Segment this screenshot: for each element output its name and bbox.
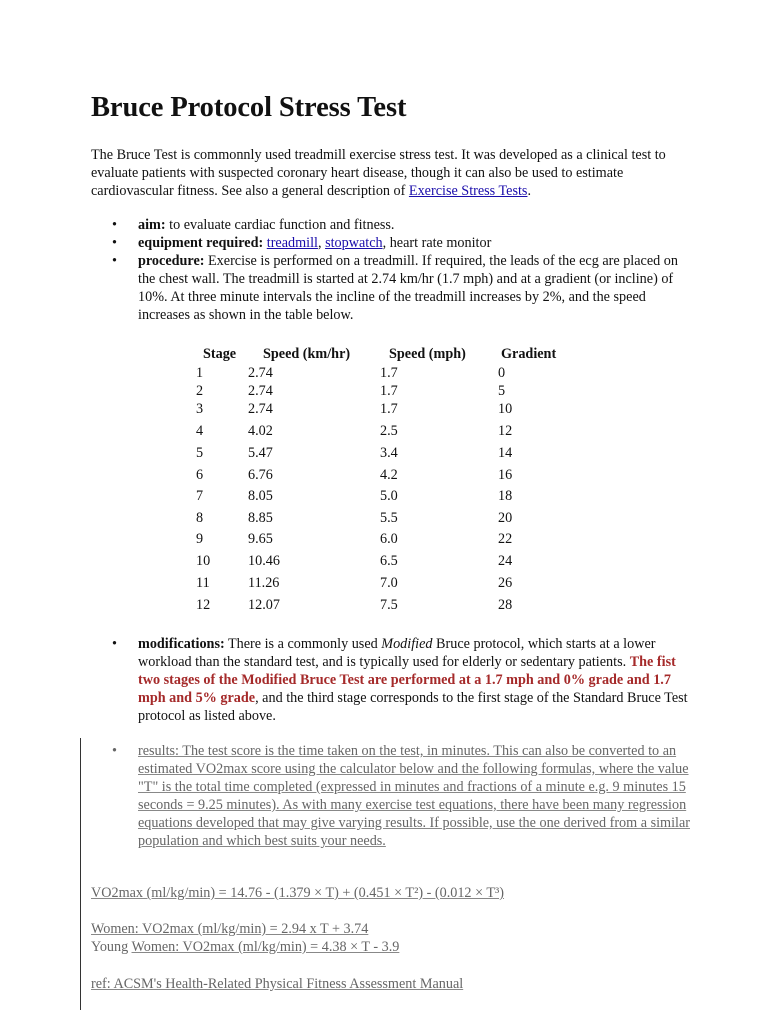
table-row <box>196 509 581 530</box>
stage-cell: 1 <box>196 365 204 381</box>
revision-bar <box>80 738 81 1010</box>
gradient-cell: 22 <box>498 531 513 547</box>
bruce-stages-table <box>196 343 581 617</box>
table-row <box>196 444 581 466</box>
bullet-icon: • <box>112 217 117 233</box>
speed-kmhr-cell: 8.05 <box>248 488 273 504</box>
gradient-cell: 14 <box>498 445 513 461</box>
treadmill-link[interactable]: treadmill <box>266 235 318 251</box>
speed-kmhr-cell: 8.85 <box>248 510 273 526</box>
equipment-label: equipment required: <box>138 235 264 251</box>
table-row <box>196 364 581 382</box>
page-title: Bruce Protocol Stress Test <box>91 92 407 123</box>
stage-cell: 9 <box>196 531 204 547</box>
speed-kmhr-cell: 4.02 <box>248 423 273 439</box>
table-row <box>196 574 581 596</box>
speed-mph-cell: 2.5 <box>380 423 398 439</box>
modified-italic: Modified <box>381 636 433 652</box>
procedure-label: procedure: <box>138 253 205 269</box>
stage-cell: 4 <box>196 423 204 439</box>
reference-citation: ref: ACSM's Health-Related Physical Fitness Assessment Manual <box>91 976 464 992</box>
header-gradient: Gradient <box>501 345 557 362</box>
list-item-equipment <box>91 234 691 252</box>
modifications-list <box>91 635 691 725</box>
gradient-cell: 12 <box>498 423 513 439</box>
stage-cell: 5 <box>196 445 204 461</box>
table-row <box>196 487 581 509</box>
modifications-label: modifications: <box>138 636 225 652</box>
young-formula-text: Women: VO2max (ml/kg/min) = 4.38 × T - 3.9 <box>131 939 400 955</box>
speed-mph-cell: 7.5 <box>380 597 398 613</box>
vo2max-formula: VO2max (ml/kg/min) = 14.76 - (1.379 × T) + (0.451 × T²) - (0.012 × T³) <box>91 885 505 901</box>
modifications-text-2: Bruce protocol, which starts at a lower workload than the standard test, and is typically used for elderly or sedentary patients. <box>138 636 656 670</box>
intro-text: The Bruce Test is commonnly used treadmill exercise stress test. It was developed as a clinical test to evaluate patients with suspected coronary heart disease, though it can also be used to estimate cardiovascular fitness. See also a general description of <box>91 147 666 199</box>
procedure-text: Exercise is performed on a treadmill. If required, the leads of the ecg are placed on the chest wall. The treadmill is started at 2.74 km/hr (1.7 mph) and at a gradient (or incline) of 10%. At three minute intervals the incline of the treadmill increases by 2%, and the speed increases as shown in the table below. <box>138 253 678 323</box>
table-row <box>196 552 581 574</box>
exercise-stress-tests-link[interactable]: Exercise Stress Tests <box>408 183 528 199</box>
stage-cell: 6 <box>196 467 204 483</box>
header-stage: Stage <box>203 345 237 362</box>
header-speed-mph: Speed (mph) <box>389 345 466 362</box>
table-row <box>196 596 581 617</box>
gradient-cell: 18 <box>498 488 513 504</box>
table-row <box>196 422 581 444</box>
modifications-text-1: There is a commonly used <box>224 636 382 652</box>
speed-mph-cell: 4.2 <box>380 467 398 483</box>
women-formula: Women: VO2max (ml/kg/min) = 2.94 x T + 3.74 <box>91 921 369 937</box>
speed-mph-cell: 3.4 <box>380 445 398 461</box>
speed-kmhr-cell: 2.74 <box>248 365 273 381</box>
equipment-separator: , <box>317 235 326 251</box>
intro-paragraph <box>91 146 691 200</box>
young-prefix: Young <box>91 939 132 955</box>
gradient-cell: 10 <box>498 401 513 417</box>
stage-cell: 2 <box>196 383 204 399</box>
modified-stages-highlight: The fist two stages of the Modified Bruce Test are performed at a 1.7 mph and 0% grade and 1.7 mph and 5% grade <box>138 654 676 706</box>
stage-cell: 12 <box>196 597 211 613</box>
aim-label: aim: <box>138 217 166 233</box>
stage-cell: 7 <box>196 488 204 504</box>
table-row <box>196 466 581 487</box>
gradient-cell: 20 <box>498 510 513 526</box>
results-text: results: The test score is the time taken on the test, in minutes. This can also be converted to an estimated VO2max score using the calculator below and the following formulas, where the value "T" is the total time completed (expressed in minutes and fractions of a minute e.g. 9 minutes 15 seconds = 9.25 minutes). As with many exercise test equations, there have been many regression equations developed that may give varying results. If possible, use the one derived from a similar population and which best suits your needs. <box>138 743 690 849</box>
young-women-formula <box>91 938 399 956</box>
table-row <box>196 530 581 552</box>
gradient-cell: 28 <box>498 597 513 613</box>
speed-mph-cell: 7.0 <box>380 575 398 591</box>
table-row <box>196 382 581 400</box>
aim-text: to evaluate cardiac function and fitness. <box>165 217 395 233</box>
speed-kmhr-cell: 2.74 <box>248 401 273 417</box>
gradient-cell: 26 <box>498 575 513 591</box>
speed-kmhr-cell: 11.26 <box>248 575 280 591</box>
bullet-icon: • <box>112 253 117 269</box>
bullet-icon: • <box>112 636 117 652</box>
gradient-cell: 0 <box>498 365 506 381</box>
stage-cell: 10 <box>196 553 211 569</box>
speed-kmhr-cell: 6.76 <box>248 467 273 483</box>
speed-mph-cell: 1.7 <box>380 383 398 399</box>
speed-mph-cell: 1.7 <box>380 365 398 381</box>
stage-cell: 8 <box>196 510 204 526</box>
speed-kmhr-cell: 10.46 <box>248 553 280 569</box>
table-body <box>196 364 581 617</box>
protocol-details-list <box>91 216 691 324</box>
stage-cell: 3 <box>196 401 204 417</box>
gradient-cell: 5 <box>498 383 506 399</box>
bullet-icon: • <box>112 235 117 251</box>
speed-mph-cell: 5.5 <box>380 510 398 526</box>
equipment-text: , heart rate monitor <box>382 235 492 251</box>
speed-mph-cell: 6.0 <box>380 531 398 547</box>
modifications-text-3: , and the third stage corresponds to the first stage of the Standard Bruce Test protocol as listed above. <box>138 690 688 724</box>
table-row <box>196 400 581 422</box>
list-item-results <box>91 742 691 850</box>
speed-kmhr-cell: 9.65 <box>248 531 273 547</box>
list-item-modifications <box>91 635 691 725</box>
speed-kmhr-cell: 2.74 <box>248 383 273 399</box>
stopwatch-link[interactable]: stopwatch <box>325 235 383 251</box>
stage-cell: 11 <box>196 575 210 591</box>
list-item-procedure <box>91 252 691 324</box>
list-item-aim <box>91 216 691 234</box>
speed-mph-cell: 5.0 <box>380 488 398 504</box>
header-speed-kmhr: Speed (km/hr) <box>263 345 351 362</box>
gradient-cell: 16 <box>498 467 513 483</box>
speed-mph-cell: 1.7 <box>380 401 398 417</box>
speed-mph-cell: 6.5 <box>380 553 398 569</box>
intro-end: . <box>527 183 531 199</box>
bullet-icon: • <box>112 743 117 759</box>
speed-kmhr-cell: 5.47 <box>248 445 273 461</box>
gradient-cell: 24 <box>498 553 513 569</box>
speed-kmhr-cell: 12.07 <box>248 597 280 613</box>
table-header-row <box>196 343 581 364</box>
